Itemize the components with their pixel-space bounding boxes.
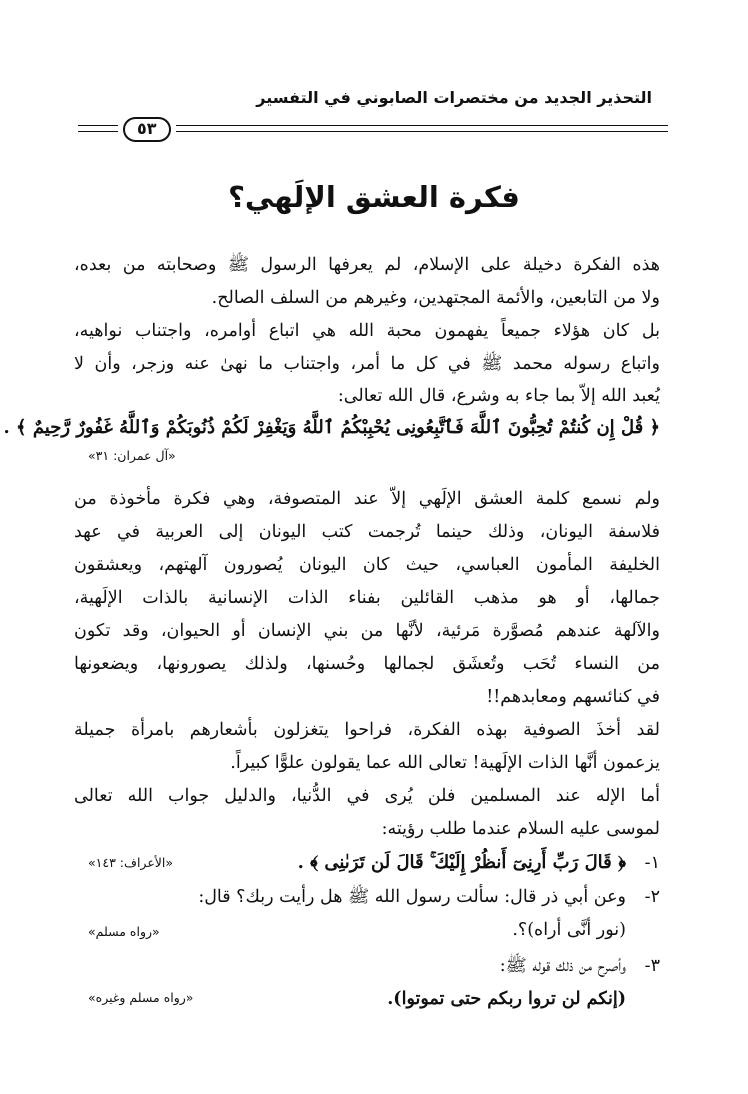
quran-verse: ﴿ قُلْ إِن كُنتُمْ تُحِبُّونَ ٱللَّهَ فَٱتَّبِعُونِى يُحْبِبْكُمُ ٱللَّهُ وَيَغْفِرْ لَكُمْ ذُنُوبَكُمْ وَٱللَّهُ غَفُورٌ رَّحِيمٌ ﴾ . xyxy=(3,417,660,438)
text-line: فلاسفة اليونان، وذلك حينما تُرجمت كتب اليونان إلى العربية في عهد xyxy=(74,522,660,542)
page-number-frame xyxy=(118,117,176,142)
text-line: أما الإله عند المسلمين فلن يُرى في الدُّنيا، والدليل جواب الله تعالى xyxy=(74,786,660,806)
list-item-text: وأصرح من ذلك قوله ﷺ: xyxy=(499,956,626,976)
text-line: ولا من التابعين، والأئمة المجتهدين، وغيرهم من السلف الصالح. xyxy=(211,288,660,308)
text-line: هذه الفكرة دخيلة على الإسلام، لم يعرفها الرسول ﷺ وصحابته من بعده، xyxy=(74,255,660,275)
running-title: التحذير الجديد من مختصرات الصابوني في التفسير xyxy=(256,88,652,107)
text-line: يزعمون أنَّها الذات الإلَهية! تعالى الله عما يقولون علوًّا كبيراً. xyxy=(230,753,660,773)
text-line: بل كان هؤلاء جميعاً يفهمون محبة الله هي اتباع أوامره، واجتناب نواهيه، xyxy=(74,321,660,341)
text-line: واتباع رسوله محمد ﷺ في كل ما أمر، واجتناب ما نهىٰ عنه وزجر، وأن لا xyxy=(74,354,660,374)
text-line: من النساء تُحَب وتُعشَق لجمالها وحُسنها، ولذلك يصورونها، ويضعونها xyxy=(74,654,660,674)
text-line: جمالها، أو هو مذهب القائلين بفناء الذات الإنسانية بالذات الإلَهية، xyxy=(74,588,660,608)
list-item-number: ١- xyxy=(644,853,660,873)
quran-verse: ﴿ قَالَ رَبِّ أَرِنِىٓ أَنظُرْ إِلَيْكَ ۚ قَالَ لَن تَرَىٰنِى ﴾ . xyxy=(297,852,626,873)
text-line: لموسى عليه السلام عندما طلب رؤيته: xyxy=(381,819,660,839)
text-line: لقد أخذَ الصوفية بهذه الفكرة، فراحوا يتغزلون بأشعارهم بامرأة جميلة xyxy=(74,720,660,740)
list-item-number: ٣- xyxy=(644,956,660,976)
list-item-text: وعن أبي ذر قال: سألت رسول الله ﷺ هل رأيت ربك؟ قال: xyxy=(198,887,626,907)
verse-reference: «آل عمران: ٣١» xyxy=(88,448,176,463)
page-number: ٥٣ xyxy=(123,117,171,142)
verse-reference: «الأعراف: ١٤٣» xyxy=(88,855,174,870)
list-item xyxy=(74,882,660,912)
hadith-quote: (نور أنَّى أراه)؟. xyxy=(512,920,626,940)
text-line: في كنائسهم ومعابدهم!! xyxy=(486,687,660,707)
hadith-source: «رواه مسلم» xyxy=(88,924,160,939)
hadith-source: «رواه مسلم وغيره» xyxy=(88,990,194,1005)
text-line: الخليفة المأمون العباسي، حيث كان اليونان يُصورون آلهتهم، ويعشقون xyxy=(74,555,660,575)
text-line: والآلهة عندهم مُصوَّرة مَرئية، لأنَّها من بني الإنسان أو الحيوان، وقد تكون xyxy=(74,621,660,641)
text-line: يُعبد الله إلاّ بما جاء به وشرع، قال الله تعالى: xyxy=(337,386,660,406)
hadith-quote: (إنكم لن تروا ربكم حتى تموتوا). xyxy=(387,989,626,1009)
chapter-title: فكرة العشق الإلَهي؟ xyxy=(228,180,520,214)
list-item-number: ٢- xyxy=(644,887,660,907)
text-line: ولم نسمع كلمة العشق الإلَهي إلاّ عند المتصوفة، وهي فكرة مأخوذة من xyxy=(74,489,660,509)
list-item xyxy=(74,951,660,981)
